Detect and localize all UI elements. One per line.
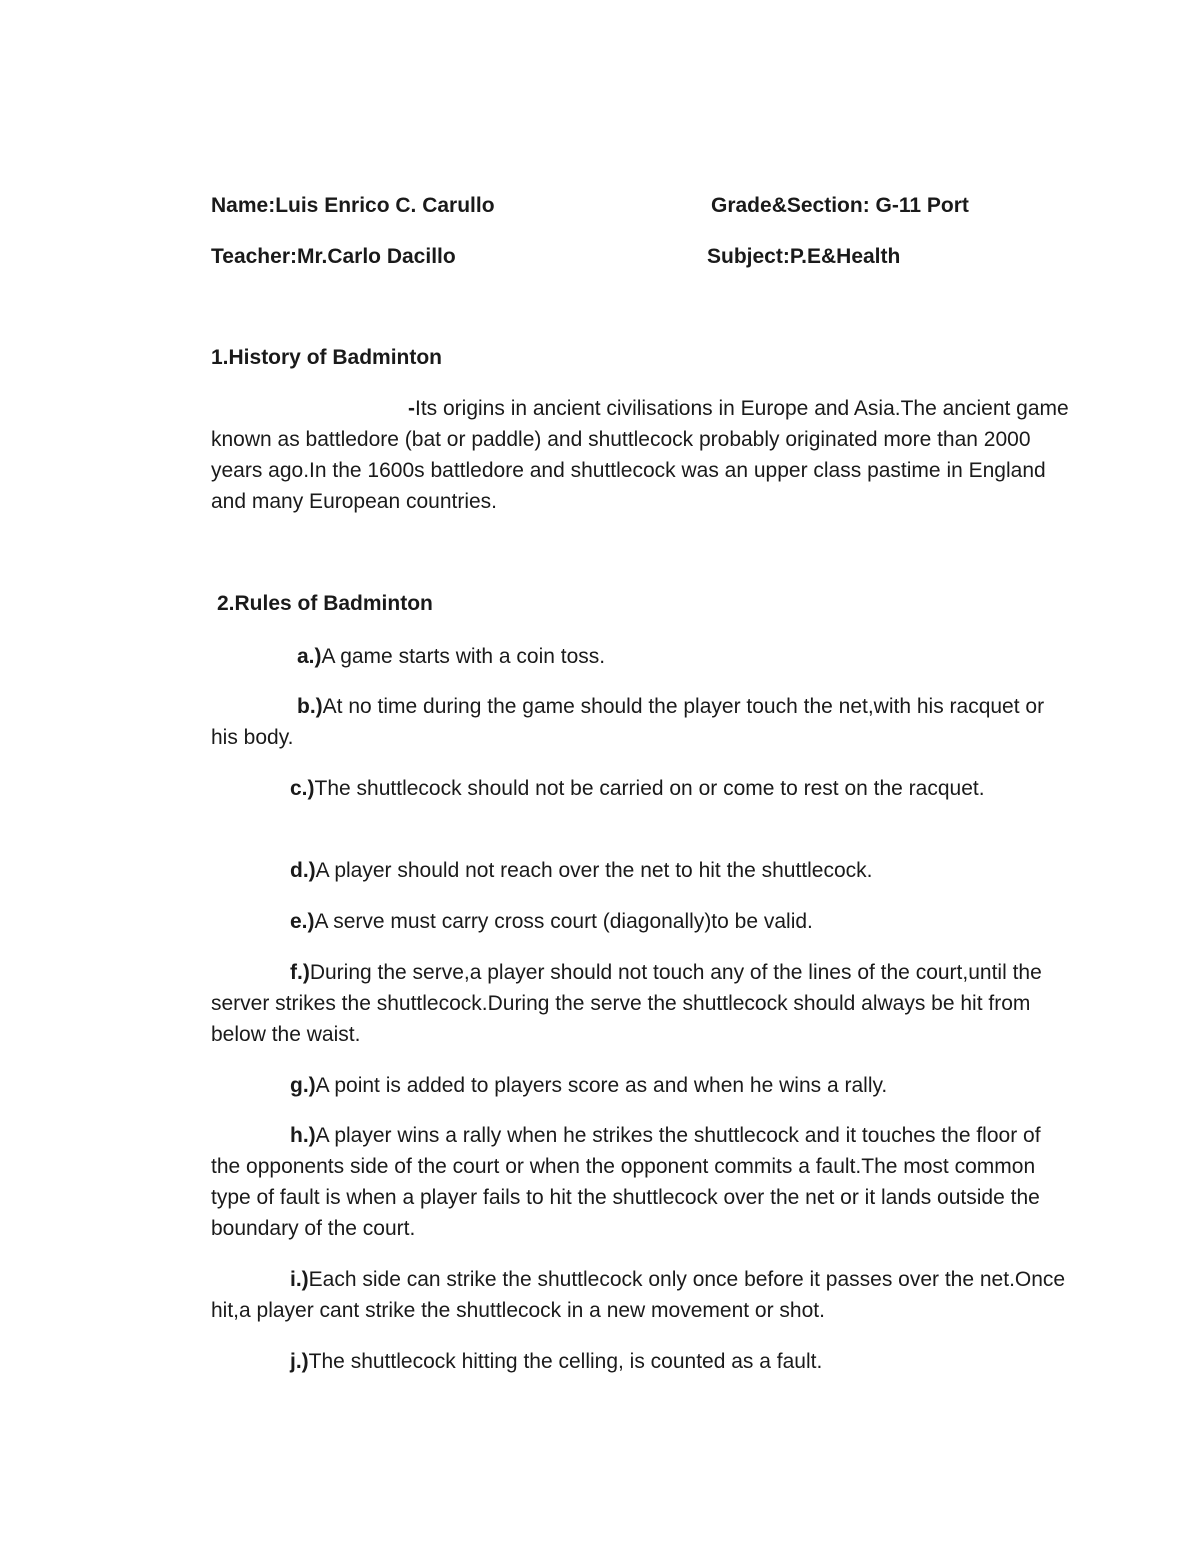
rules-heading: 2.Rules of Badminton xyxy=(217,592,433,615)
rule-label: f.) xyxy=(290,961,310,984)
rule-label: d.) xyxy=(290,859,316,882)
history-text: Its origins in ancient civilisations in Europe and Asia.The ancient game known as battledore (bat or paddle) and shuttlecock probably originated more than 2000 years ago.In the 1600s battledore and shuttlecock was an upper class pastime in England and many European countries. xyxy=(211,397,1069,513)
rule-label: c.) xyxy=(290,777,315,800)
rule-item xyxy=(211,1070,1071,1101)
rule-item xyxy=(211,1346,1071,1377)
rule-text: At no time during the game should the player touch the net,with his racquet or his body. xyxy=(211,695,1045,749)
rule-label: h.) xyxy=(290,1124,316,1147)
rule-text: A player wins a rally when he strikes the shuttlecock and it touches the floor of the opponents side of the court or when the opponent commits a fault.The most common type of fault is when a player fails to hit the shuttlecock over the net or it lands outside the boundary of the court. xyxy=(211,1124,1041,1240)
rule-label: b.) xyxy=(297,695,323,718)
student-name: Name:Luis Enrico C. Carullo xyxy=(211,194,495,217)
rule-text: A player should not reach over the net to hit the shuttlecock. xyxy=(315,859,873,882)
rule-label: e.) xyxy=(290,910,315,933)
rule-text: A game starts with a coin toss. xyxy=(321,645,606,668)
rule-text: Each side can strike the shuttlecock only once before it passes over the net.Once hit,a player cant strike the shuttlecock in a new movement or shot. xyxy=(211,1268,1066,1322)
rule-item xyxy=(211,1120,1071,1244)
rule-label: i.) xyxy=(290,1268,309,1291)
rule-label: j.) xyxy=(290,1350,309,1373)
rule-text: A serve must carry cross court (diagonally)to be valid. xyxy=(314,910,813,933)
rule-item xyxy=(211,691,1071,753)
rule-item xyxy=(211,855,1071,886)
history-paragraph xyxy=(211,393,1071,517)
rule-label: g.) xyxy=(290,1074,316,1097)
rule-text: During the serve,a player should not touch any of the lines of the court,until the server strikes the shuttlecock.During the serve the shuttlecock should always be hit from below the waist. xyxy=(211,961,1042,1046)
rule-item xyxy=(211,641,1071,672)
subject-name: Subject:P.E&Health xyxy=(707,245,901,268)
teacher-name: Teacher:Mr.Carlo Dacillo xyxy=(211,245,456,268)
history-dash: - xyxy=(408,397,415,420)
history-heading: 1.History of Badminton xyxy=(211,346,443,369)
rule-item xyxy=(211,906,1071,937)
rule-item xyxy=(211,773,1071,804)
rule-item xyxy=(211,957,1071,1050)
grade-section: Grade&Section: G-11 Port xyxy=(711,194,969,217)
rule-text: A point is added to players score as and when he wins a rally. xyxy=(315,1074,888,1097)
rule-text: The shuttlecock should not be carried on or come to rest on the racquet. xyxy=(314,777,985,800)
rule-label: a.) xyxy=(297,645,322,668)
rule-item xyxy=(211,1264,1071,1326)
rule-text: The shuttlecock hitting the celling, is counted as a fault. xyxy=(308,1350,823,1373)
